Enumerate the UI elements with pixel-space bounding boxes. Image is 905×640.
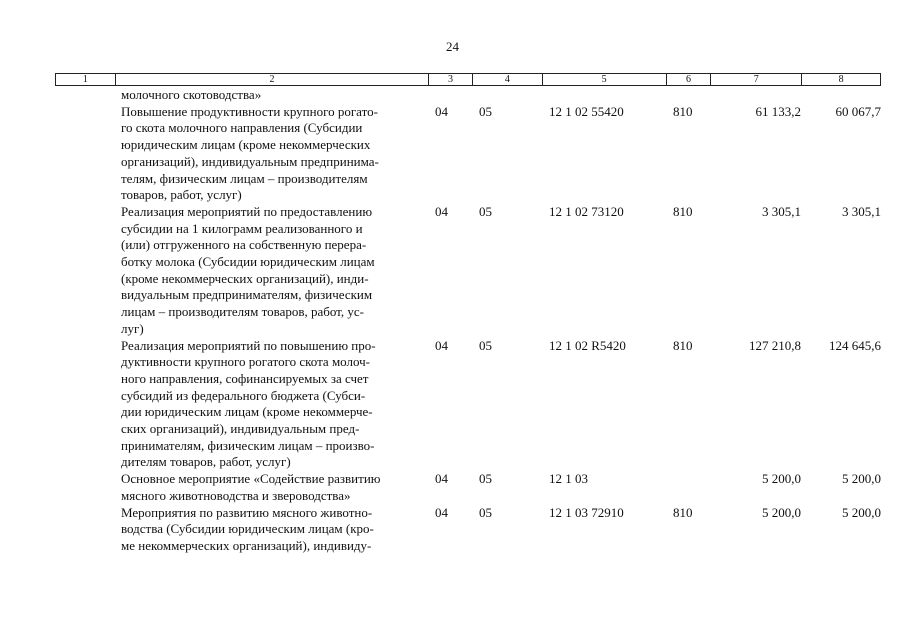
description-line: молочного скотоводства» [121,87,262,102]
column-header-1: 1 [56,74,116,85]
description-line: видуальным предпринимателям, физическим [121,287,373,303]
column-header-6: 6 [667,74,712,85]
section-code-cell: 04 [435,471,448,487]
table-body [55,87,881,555]
table-column-header [55,73,881,86]
description-cell [121,204,435,338]
description-cell [121,338,435,472]
description-line: Мероприятия по развитию мясного животно- [121,504,373,520]
description-line: лицам – производителям товаров, работ, ус- [121,304,364,320]
expense-type-cell: 810 [673,203,693,219]
expense-type-cell: 810 [673,504,693,520]
description-line: дии юридическим лицам (кроме некоммерче- [121,404,373,420]
target-article-cell: 12 1 03 72910 [549,504,624,520]
subsection-code-cell: 05 [479,504,492,520]
amount-col8-cell: 60 067,7 [835,103,881,119]
description-cell [121,505,435,555]
amount-col8-cell: 5 200,0 [842,471,881,487]
amount-col7-cell: 3 305,1 [762,203,801,219]
amount-col7-cell: 61 133,2 [755,103,801,119]
description-line: товаров, работ, услуг) [121,187,242,203]
description-line: ботку молока (Субсидии юридическим лицам [121,254,375,270]
subsection-code-cell: 05 [479,203,492,219]
description-line: дителям товаров, работ, услуг) [121,454,291,470]
amount-col7-cell: 5 200,0 [762,471,801,487]
amount-col8-cell: 124 645,6 [829,337,881,353]
target-article-cell: 12 1 02 73120 [549,203,624,219]
description-line: субсидии на 1 килограмм реализованного и [121,220,363,236]
description-line: водства (Субсидии юридическим лицам (кро- [121,521,374,537]
description-line: (кроме некоммерческих организаций), инди- [121,270,369,286]
table-row [55,87,881,104]
column-header-4: 4 [473,74,543,85]
target-article-cell: 12 1 03 [549,471,588,487]
subsection-code-cell: 05 [479,103,492,119]
table-row [55,104,881,204]
amount-col7-cell: 5 200,0 [762,504,801,520]
subsection-code-cell: 05 [479,471,492,487]
description-line: ме некоммерческих организаций), индивиду- [121,537,372,553]
description-line: ских организаций), индивидуальным пред- [121,421,360,437]
description-line: мясного животноводства и звероводства» [121,487,351,503]
column-header-7: 7 [711,74,802,85]
expense-type-cell: 810 [673,337,693,353]
description-cell [121,87,435,104]
column-header-5: 5 [543,74,667,85]
description-line: го скота молочного направления (Субсидии [121,120,363,136]
table-row [55,505,881,555]
section-code-cell: 04 [435,103,448,119]
description-line: субсидий из федерального бюджета (Субси- [121,387,366,403]
description-line: телям, физическим лицам – производителям [121,170,368,186]
section-code-cell: 04 [435,337,448,353]
description-line: дуктивности крупного рогатого скота молоч- [121,354,371,370]
description-line: ного направления, софинансируемых за счет [121,370,369,386]
amount-col8-cell: 3 305,1 [842,203,881,219]
description-line: организаций), индивидуальным предпринима- [121,153,379,169]
description-line: Повышение продуктивности крупного рогато- [121,103,378,119]
column-header-2: 2 [116,74,429,85]
table-row [55,471,881,504]
column-header-3: 3 [429,74,473,85]
description-line: юридическим лицам (кроме некоммерческих [121,137,371,153]
description-line: Реализация мероприятий по повышению про- [121,337,376,353]
table-row [55,204,881,338]
description-line: принимателям, физическим лицам – произво- [121,437,375,453]
amount-col8-cell: 5 200,0 [842,504,881,520]
expense-type-cell: 810 [673,103,693,119]
description-cell [121,471,435,504]
section-code-cell: 04 [435,504,448,520]
subsection-code-cell: 05 [479,337,492,353]
description-line: луг) [121,320,144,336]
page-number: 24 [446,39,459,54]
description-line: Основное мероприятие «Содействие развитию [121,471,381,487]
target-article-cell: 12 1 02 55420 [549,103,624,119]
description-line: Реализация мероприятий по предоставлению [121,203,373,219]
table-row [55,338,881,472]
description-line: (или) отгруженного на собственную перера- [121,237,367,253]
target-article-cell: 12 1 02 R5420 [549,337,626,353]
column-header-8: 8 [838,74,844,85]
amount-col7-cell: 127 210,8 [749,337,801,353]
description-cell [121,104,435,204]
section-code-cell: 04 [435,203,448,219]
